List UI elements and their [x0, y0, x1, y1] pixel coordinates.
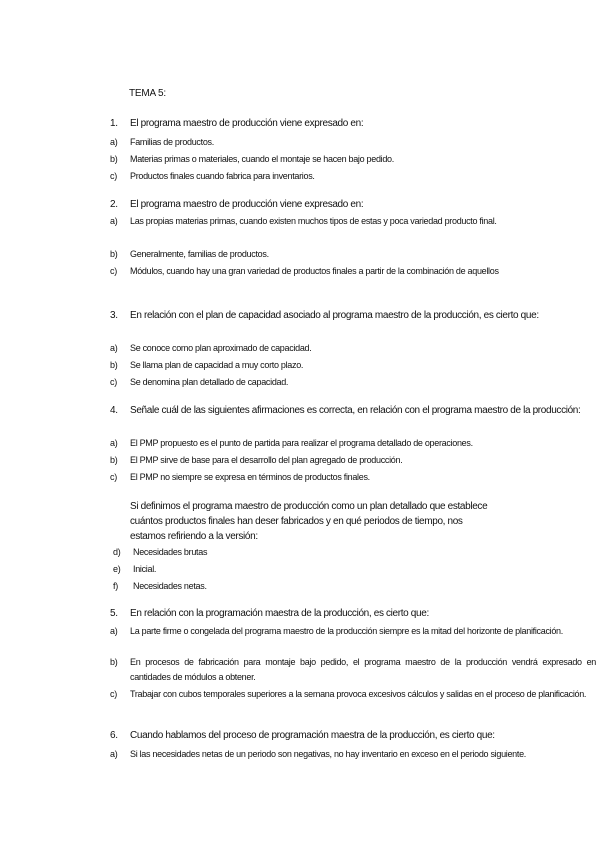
- question-number: 5.: [110, 608, 118, 619]
- question-text: Señale cuál de las siguientes afirmaciones es correcta, en relación con el programa maestro de la producción:: [130, 405, 581, 416]
- option-letter: c): [110, 171, 117, 181]
- option-letter: a): [110, 216, 118, 226]
- option-text: Generalmente, familias de productos.: [130, 249, 269, 259]
- option-letter: c): [110, 472, 117, 482]
- option-letter: c): [110, 377, 117, 387]
- question-text: En relación con el plan de capacidad asociado al programa maestro de la producción, es cierto que:: [130, 310, 539, 321]
- question-number: 4.: [110, 405, 118, 416]
- option-letter: b): [110, 360, 118, 370]
- option-text: El PMP no siempre se expresa en términos de productos finales.: [130, 472, 370, 482]
- option-letter: b): [110, 154, 118, 164]
- option-letter: b): [110, 455, 118, 465]
- option-text: En procesos de fabricación para montaje bajo pedido, el programa maestro de la producción vendrá expresado en cantidades de módulos a obtener.: [130, 657, 596, 682]
- option-letter: b): [110, 249, 118, 259]
- option-letter: a): [110, 137, 118, 147]
- question-number: 3.: [110, 310, 118, 321]
- option-text: Necesidades netas.: [133, 581, 207, 591]
- question-text: El programa maestro de producción viene expresado en:: [130, 199, 364, 210]
- option-letter: a): [110, 438, 118, 448]
- option-text: Se llama plan de capacidad a muy corto plazo.: [130, 360, 304, 370]
- option-text: Trabajar con cubos temporales superiores a la semana provoca excesivos cálculos y salidas en el proceso de planificación.: [130, 689, 587, 699]
- option-text: La parte firme o congelada del programa maestro de la producción siempre es la mitad del horizonte de planificación.: [130, 626, 563, 636]
- option-letter: c): [110, 266, 117, 276]
- option-letter: a): [110, 749, 118, 759]
- option-text: Materias primas o materiales, cuando el montaje se hacen bajo pedido.: [130, 154, 394, 164]
- option-letter: a): [110, 343, 118, 353]
- option-text: Familias de productos.: [130, 137, 214, 147]
- option-letter: b): [110, 657, 118, 667]
- option-text: El PMP sirve de base para el desarrollo del plan agregado de producción.: [130, 455, 403, 465]
- question-number: 6.: [110, 730, 118, 741]
- question-text: En relación con la programación maestra de la producción, es cierto que:: [130, 608, 429, 619]
- option-letter: d): [113, 547, 121, 557]
- option-text: Se denomina plan detallado de capacidad.: [130, 377, 289, 387]
- question-number: 1.: [110, 118, 118, 129]
- option-text: Las propias materias primas, cuando existen muchos tipos de estas y poca variedad producto final.: [130, 216, 497, 226]
- option-text: Se conoce como plan aproximado de capacidad.: [130, 343, 312, 353]
- option-text: Módulos, cuando hay una gran variedad de productos finales a partir de la combinación de aquellos: [130, 266, 499, 276]
- option-text: Necesidades brutas: [133, 547, 208, 557]
- page-title: TEMA 5:: [129, 88, 166, 99]
- question-text: El programa maestro de producción viene expresado en:: [130, 118, 364, 129]
- question-intro-text: Si definimos el programa maestro de producción como un plan detallado que establece cuántos productos finales han deser fabricados y en qué periodos de tiempo, nos estamos refiriendo a la versión:: [130, 501, 488, 542]
- option-text: Si las necesidades netas de un periodo son negativas, no hay inventario en exceso en el periodo siguiente.: [130, 749, 526, 759]
- option-text: Inicial.: [133, 564, 157, 574]
- option-letter: f): [113, 581, 118, 591]
- option-letter: e): [113, 564, 121, 574]
- option-letter: c): [110, 689, 117, 699]
- option-text: Productos finales cuando fabrica para inventarios.: [130, 171, 315, 181]
- option-letter: a): [110, 626, 118, 636]
- question-text: Cuando hablamos del proceso de programación maestra de la producción, es cierto que:: [130, 730, 495, 741]
- question-number: 2.: [110, 199, 118, 210]
- option-text: El PMP propuesto es el punto de partida para realizar el programa detallado de operaciones.: [130, 438, 473, 448]
